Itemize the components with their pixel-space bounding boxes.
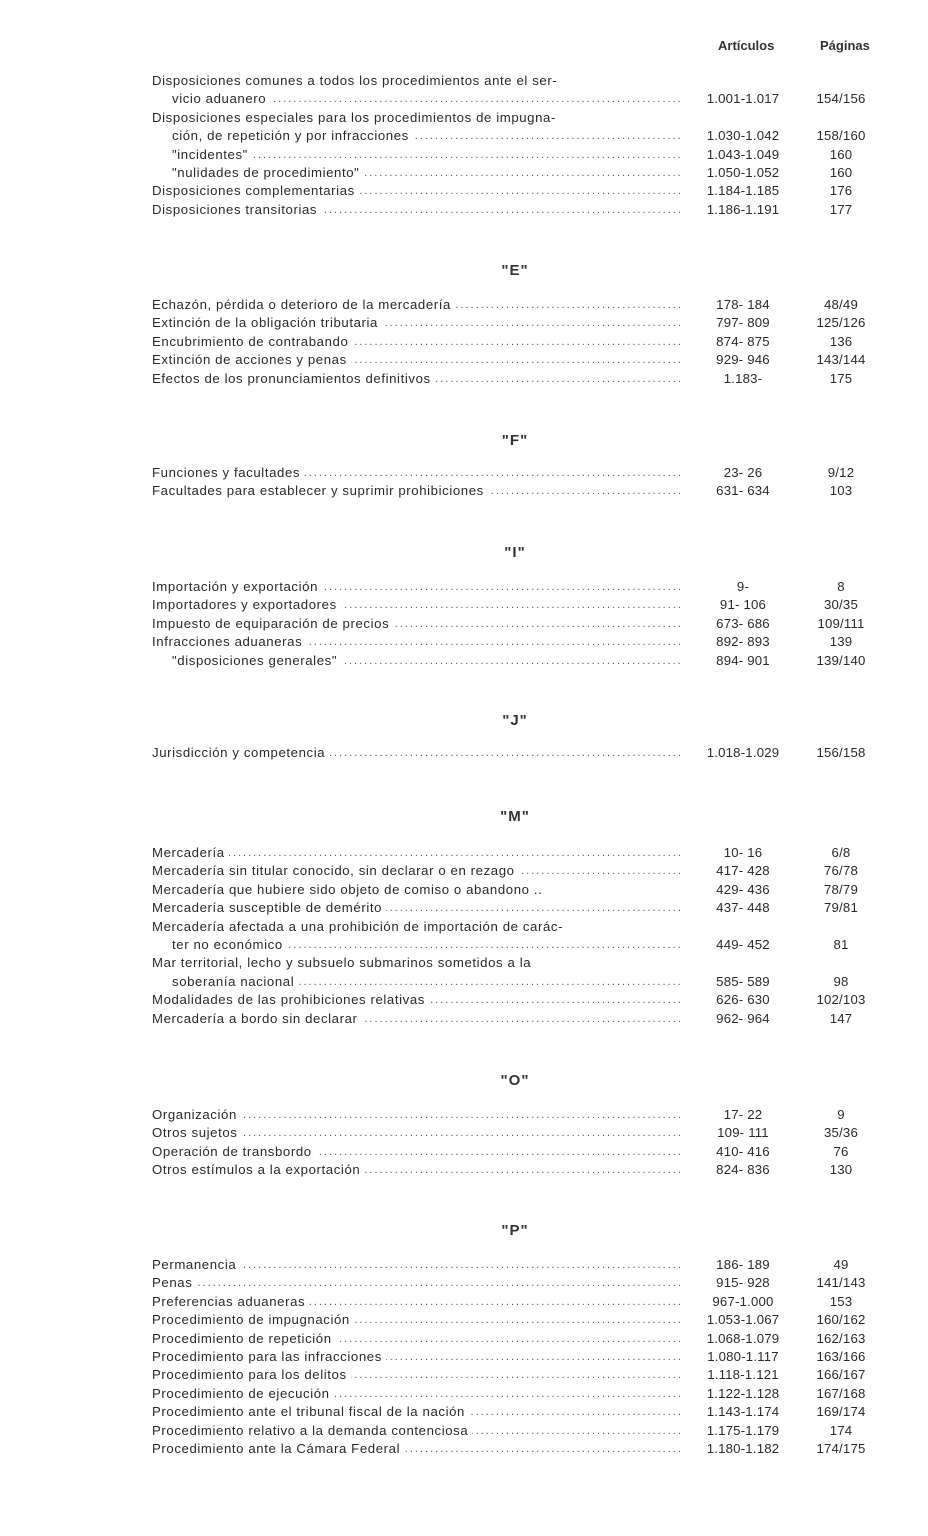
index-entry [152, 333, 892, 351]
index-entry [152, 615, 892, 633]
entry-paginas: 49 [833, 1257, 849, 1272]
entry-articulos: 962- 964 [716, 1010, 770, 1026]
entry-text-cell [172, 127, 680, 145]
column-headers [690, 38, 900, 58]
section-o [152, 1106, 892, 1180]
entry-paginas: 160/162 [816, 1312, 866, 1328]
section-letter-e: "E" [501, 262, 529, 279]
entry-title: Importadores y exportadores [152, 597, 341, 612]
header-paginas: Páginas [820, 38, 870, 53]
section-i [152, 578, 892, 670]
entry-text-cell [152, 1330, 680, 1348]
entry-paginas: 154/156 [816, 91, 866, 107]
entry-text-cell [152, 296, 680, 314]
entry-text-cell [152, 1440, 680, 1458]
entry-text-cell [152, 899, 680, 917]
index-entry [152, 1293, 892, 1311]
entry-text-cell [152, 1385, 680, 1403]
index-entry [152, 578, 892, 596]
entry-articulos: 1.068-1.079 [706, 1330, 780, 1346]
entry-paginas: 9 [837, 1107, 845, 1122]
entry-text-cell [152, 1348, 680, 1366]
entry-title: Importación y exportación [152, 579, 322, 594]
entry-articulos: 1.143-1.174 [706, 1404, 780, 1420]
index-entry [152, 72, 892, 90]
entry-text-cell [152, 881, 680, 899]
entry-articulos: 1.043-1.049 [706, 146, 780, 162]
index-entry [152, 1106, 892, 1124]
section-j [152, 744, 892, 762]
entry-text-cell [152, 633, 680, 651]
index-entry [152, 1366, 892, 1384]
index-entry [152, 1161, 892, 1179]
entry-paginas: 78/79 [823, 881, 858, 897]
entry-articulos: 429- 436 [716, 881, 770, 897]
entry-text-cell [172, 90, 680, 108]
index-entry [152, 1348, 892, 1366]
entry-title: Preferencias aduaneras [152, 1294, 309, 1309]
entry-text-cell [172, 652, 680, 670]
entry-title: Extinción de acciones y penas [152, 352, 351, 367]
entry-text-cell [152, 109, 680, 127]
entry-title: Operación de transbordo [152, 1144, 316, 1159]
index-entry [152, 973, 892, 991]
index-entry [152, 1143, 892, 1161]
index-entry [152, 370, 892, 388]
entry-text-cell [152, 314, 680, 332]
entry-paginas: 30/35 [823, 597, 858, 613]
entry-text-cell [172, 936, 680, 954]
entry-paginas: 153 [829, 1293, 853, 1309]
entry-paginas: 156/158 [816, 745, 866, 760]
index-entry [152, 314, 892, 332]
entry-text-cell [172, 973, 680, 991]
index-entry [152, 991, 892, 1009]
entry-paginas: 76 [833, 1143, 849, 1159]
index-entry [152, 164, 892, 182]
entry-title: Procedimiento para las infracciones [152, 1349, 386, 1364]
index-entry [152, 127, 892, 145]
entry-paginas: 167/168 [816, 1385, 866, 1401]
section-rows [152, 1106, 892, 1180]
index-entry [152, 1330, 892, 1348]
entry-title: Extinción de la obligación tributaria [152, 315, 382, 330]
entry-articulos: 109- 111 [717, 1125, 769, 1141]
index-entry [152, 1124, 892, 1142]
entry-paginas: 160 [829, 146, 853, 162]
entry-paginas: 48/49 [823, 297, 858, 312]
entry-articulos: 824- 836 [716, 1162, 770, 1178]
entry-text-cell [152, 482, 680, 500]
entry-articulos: 1.050-1.052 [706, 164, 780, 180]
entry-articulos: 874- 875 [716, 333, 770, 349]
entry-text-cell [152, 1274, 680, 1292]
entry-paginas: 79/81 [823, 900, 858, 916]
entry-title: soberanía nacional [172, 974, 298, 989]
entry-text-cell [152, 351, 680, 369]
entry-title: "disposiciones generales" [172, 653, 341, 668]
entry-text-cell [152, 954, 680, 972]
entry-text-cell [152, 201, 680, 219]
entry-text-cell [152, 370, 680, 388]
entry-text-cell [152, 1311, 680, 1329]
entry-articulos: 9- [736, 579, 750, 594]
entry-text-cell [172, 164, 680, 182]
entry-title: Mercadería que hubiere sido objeto de comiso o abandono .. [152, 882, 546, 897]
entry-articulos: 631- 634 [716, 483, 770, 499]
section-p [152, 1256, 892, 1458]
entry-title: Impuesto de equiparación de precios [152, 616, 393, 631]
section-rows [152, 578, 892, 670]
entry-articulos: 410- 416 [716, 1143, 770, 1159]
entry-text-cell [152, 596, 680, 614]
index-entry [152, 844, 892, 862]
entry-title: ción, de repetición y por infracciones [172, 128, 413, 143]
index-entry [152, 90, 892, 108]
entry-articulos: 1.080-1.117 [707, 1348, 779, 1364]
entry-paginas: 35/36 [823, 1125, 858, 1141]
entry-text-cell [152, 1366, 680, 1384]
section-rows [152, 1256, 892, 1458]
entry-articulos: 894- 901 [716, 652, 770, 668]
entry-articulos: 585- 589 [716, 973, 770, 989]
entry-paginas: 103 [829, 483, 853, 499]
entry-text-cell [152, 744, 680, 762]
entry-text-cell [152, 918, 680, 936]
entry-title: Procedimiento para los delitos [152, 1367, 351, 1382]
entry-title: Permanencia [152, 1257, 240, 1272]
section-e [152, 296, 892, 388]
entry-articulos: 1.186-1.191 [706, 201, 780, 217]
entry-text-cell [152, 844, 680, 862]
entry-title: Mercadería afectada a una prohibición de importación de carác- [152, 919, 567, 934]
entry-articulos: 929- 946 [716, 352, 770, 368]
entry-text-cell [152, 615, 680, 633]
index-entry [152, 1311, 892, 1329]
entry-text-cell [152, 72, 680, 90]
index-entry [152, 351, 892, 369]
section-rows [152, 744, 892, 762]
entry-articulos: 1.018-1.029 [706, 745, 780, 760]
entry-articulos: 1.184-1.185 [706, 183, 780, 199]
entry-title: Mercadería sin titular conocido, sin declarar o en rezago [152, 863, 519, 878]
entry-title: Procedimiento relativo a la demanda contenciosa [152, 1423, 472, 1438]
index-entry [152, 918, 892, 936]
entry-paginas: 81 [833, 936, 849, 952]
entry-articulos: 437- 448 [716, 900, 770, 916]
entry-title: Jurisdicción y competencia [152, 745, 329, 760]
entry-articulos: 10- 16 [723, 845, 763, 860]
index-entry [152, 1422, 892, 1440]
entry-title: Procedimiento de impugnación [152, 1312, 354, 1327]
section-rows [152, 844, 892, 1028]
entry-title: Facultades para establecer y suprimir prohibiciones [152, 483, 488, 498]
index-entry [152, 146, 892, 164]
index-entry [152, 881, 892, 899]
index-entry [152, 1440, 892, 1458]
entry-articulos: 1.175-1.179 [706, 1422, 780, 1438]
entry-title: Infracciones aduaneras [152, 634, 306, 649]
entry-paginas: 176 [829, 183, 853, 199]
entry-title: Echazón, pérdida o deterioro de la mercadería [152, 297, 455, 312]
index-entry [152, 1274, 892, 1292]
entry-title: Modalidades de las prohibiciones relativas [152, 992, 429, 1007]
entry-title: Otros estímulos a la exportación [152, 1162, 364, 1177]
entry-text-cell [172, 146, 680, 164]
entry-text-cell [152, 1422, 680, 1440]
entry-paginas: 160 [829, 164, 853, 180]
entry-paginas: 163/166 [816, 1348, 866, 1364]
section-letter-o: "O" [500, 1072, 530, 1089]
entry-articulos: 1.183- [723, 370, 763, 386]
section-f [152, 464, 892, 501]
index-entry [152, 899, 892, 917]
entry-title: Disposiciones comunes a todos los procedimientos ante el ser- [152, 73, 561, 88]
index-entry [152, 862, 892, 880]
entry-paginas: 109/111 [817, 615, 865, 631]
entry-title: Funciones y facultades [152, 465, 304, 480]
entry-text-cell [152, 1106, 680, 1124]
entry-paginas: 125/126 [816, 315, 866, 331]
entry-text-cell [152, 1010, 680, 1028]
section-rows [152, 296, 892, 388]
entry-paginas: 8 [837, 579, 845, 594]
section-letter-j: "J" [502, 712, 528, 729]
entry-text-cell [152, 1143, 680, 1161]
entry-title: Disposiciones complementarias [152, 183, 359, 198]
entry-title: ter no económico [172, 937, 287, 952]
entry-title: "nulidades de procedimiento" [172, 165, 363, 180]
index-entry [152, 596, 892, 614]
entry-paginas: 102/103 [816, 992, 866, 1008]
entry-paginas: 174 [829, 1422, 853, 1438]
entry-title: "incidentes" [172, 147, 252, 162]
entry-text-cell [152, 333, 680, 351]
index-entry [152, 744, 892, 762]
entry-text-cell [152, 464, 680, 482]
entry-title: Procedimiento de repetición [152, 1331, 336, 1346]
entry-title: Mercadería [152, 845, 229, 860]
entry-paginas: 166/167 [816, 1367, 866, 1383]
index-entry [152, 201, 892, 219]
index-entry [152, 1385, 892, 1403]
entry-articulos: 449- 452 [716, 936, 770, 952]
entry-paginas: 158/160 [816, 128, 866, 144]
entry-articulos: 417- 428 [716, 863, 770, 879]
entry-text-cell [152, 862, 680, 880]
index-entry [152, 652, 892, 670]
entry-articulos: 186- 189 [716, 1257, 770, 1272]
entry-title: Disposiciones transitorias [152, 202, 321, 217]
index-entry [152, 296, 892, 314]
section-m [152, 844, 892, 1028]
section-letter-i: "I" [504, 544, 526, 561]
entry-articulos: 17- 22 [723, 1107, 763, 1122]
entry-text-cell [152, 991, 680, 1009]
entry-title: Mercadería a bordo sin declarar [152, 1011, 362, 1026]
entry-title: Mercadería susceptible de demérito [152, 900, 386, 915]
entry-paginas: 162/163 [816, 1330, 866, 1346]
index-entry [152, 633, 892, 651]
entry-articulos: 23- 26 [723, 465, 763, 480]
entry-paginas: 76/78 [823, 863, 858, 879]
index-entry [152, 464, 892, 482]
entry-articulos: 1.053-1.067 [706, 1312, 780, 1328]
index-entry [152, 482, 892, 500]
section-rows [152, 464, 892, 501]
section-letter-m: "M" [500, 808, 530, 825]
entry-paginas: 169/174 [816, 1404, 866, 1420]
index-entry [152, 954, 892, 972]
entry-articulos: 673- 686 [716, 615, 770, 631]
index-entry [152, 1403, 892, 1421]
entry-articulos: 178- 184 [716, 297, 770, 312]
entry-paginas: 147 [829, 1010, 853, 1026]
entry-text-cell [152, 182, 680, 200]
index-entry [152, 1256, 892, 1274]
entry-paginas: 141/143 [816, 1275, 866, 1291]
entry-title: Mar territorial, lecho y subsuelo submarinos sometidos a la [152, 955, 535, 970]
entry-paginas: 139/140 [816, 652, 866, 668]
section-rows [152, 72, 892, 219]
entry-articulos: 1.001-1.017 [706, 91, 780, 107]
entry-articulos: 967-1.000 [712, 1293, 774, 1309]
index-entry [152, 182, 892, 200]
entry-paginas: 177 [829, 201, 853, 217]
entry-title: Organización [152, 1107, 241, 1122]
entry-articulos: 892- 893 [716, 634, 770, 650]
entry-text-cell [152, 578, 680, 596]
entry-text-cell [152, 1403, 680, 1421]
entry-paginas: 6/8 [831, 845, 851, 860]
entry-title: Procedimiento ante el tribunal fiscal de la nación [152, 1404, 469, 1419]
entry-paginas: 98 [833, 973, 849, 989]
index-entry [152, 109, 892, 127]
entry-title: Efectos de los pronunciamientos definitivos [152, 371, 435, 386]
entry-articulos: 1.118-1.121 [707, 1367, 779, 1383]
section-continuation [152, 72, 892, 219]
entry-title: vicio aduanero [172, 91, 270, 106]
entry-title: Penas [152, 1275, 196, 1290]
entry-text-cell [152, 1124, 680, 1142]
index-entry [152, 1010, 892, 1028]
entry-articulos: 626- 630 [716, 992, 770, 1008]
section-letter-f: "F" [501, 432, 529, 449]
entry-paginas: 143/144 [816, 352, 866, 368]
entry-title: Disposiciones especiales para los procedimientos de impugna- [152, 110, 560, 125]
entry-paginas: 175 [829, 370, 853, 386]
entry-paginas: 174/175 [816, 1440, 866, 1456]
entry-articulos: 1.180-1.182 [706, 1440, 780, 1456]
entry-text-cell [152, 1293, 680, 1311]
entry-paginas: 136 [829, 333, 853, 349]
entry-title: Procedimiento ante la Cámara Federal [152, 1441, 404, 1456]
entry-title: Encubrimiento de contrabando [152, 334, 352, 349]
entry-text-cell [152, 1256, 680, 1274]
entry-articulos: 1.030-1.042 [706, 128, 780, 144]
entry-paginas: 139 [829, 634, 853, 650]
entry-text-cell [152, 1161, 680, 1179]
index-entry [152, 936, 892, 954]
entry-paginas: 9/12 [827, 465, 855, 480]
entry-articulos: 915- 928 [716, 1275, 770, 1291]
entry-paginas: 130 [829, 1162, 853, 1178]
entry-articulos: 1.122-1.128 [706, 1385, 780, 1401]
entry-title: Otros sujetos [152, 1125, 242, 1140]
header-articulos: Artículos [718, 38, 775, 53]
entry-title: Procedimiento de ejecución [152, 1386, 334, 1401]
entry-articulos: 91- 106 [719, 597, 767, 613]
entry-articulos: 797- 809 [716, 315, 770, 331]
section-letter-p: "P" [501, 1222, 529, 1239]
